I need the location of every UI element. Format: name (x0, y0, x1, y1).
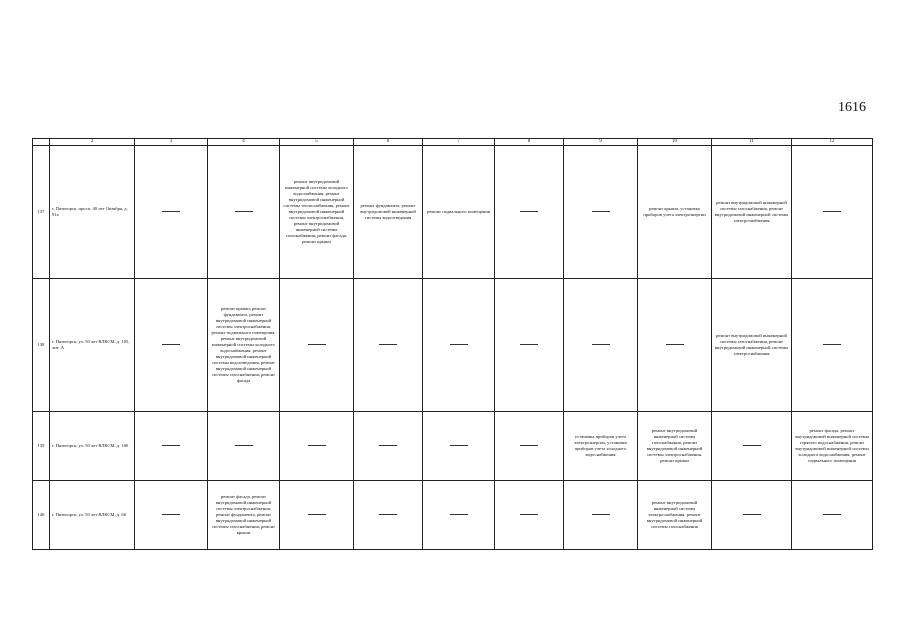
column-header: 12 (792, 139, 873, 146)
empty-cell (423, 279, 495, 412)
dash-mark (520, 445, 538, 446)
work-description-cell: ремонт подвального помещения (423, 146, 495, 279)
dash-mark (162, 344, 180, 345)
work-description-cell: ремонт внутридомовой инженерной системы газоснабжения, ремонт внутридомовой инженерной системы электроснабжения (712, 146, 792, 279)
table-row (33, 279, 873, 412)
empty-cell (354, 279, 423, 412)
column-header: 4 (208, 139, 280, 146)
empty-cell (135, 412, 208, 481)
empty-cell (792, 146, 873, 279)
work-description-cell: ремонт фундамента, ремонт внутридомовой инженерной системы водоотведения (354, 146, 423, 279)
empty-cell (135, 146, 208, 279)
empty-cell (712, 412, 792, 481)
work-description-cell: ремонт внутридомовой инженерной системы газоснабжения, ремонт внутридомовой инженерной системы электроснабжения (712, 279, 792, 412)
work-description-cell: ремонт фасада, ремонт внутридомовой инженерной системы электроснабжения, ремонт фундамента, ремонт внутридомовой инженерной системы газоснабжения, ремонт крыши (208, 481, 280, 550)
empty-cell (495, 481, 564, 550)
row-number: 140 (33, 481, 50, 550)
row-number: 139 (33, 412, 50, 481)
repair-schedule-table (32, 138, 873, 550)
work-description-cell: ремонт внутридомовой инженерной системы газоснабжения, ремонт внутридомовой инженерной системы электроснабжения, ремонт крыши (638, 412, 712, 481)
empty-cell (208, 412, 280, 481)
empty-cell (638, 279, 712, 412)
empty-cell (135, 279, 208, 412)
empty-cell (792, 279, 873, 412)
table-row (33, 146, 873, 279)
dash-mark (308, 344, 326, 345)
work-description-cell: ремонт крыши, установка приборов учета электроэнергии (638, 146, 712, 279)
dash-mark (823, 514, 841, 515)
column-header: 7 (423, 139, 495, 146)
row-number: 137 (33, 146, 50, 279)
column-header: 11 (712, 139, 792, 146)
work-description-cell: ремонт фасада, ремонт внутридомовой инженерной системы горячего водоснабжения, ремонт внутридомовой инженерной системы холодного водоснабжения, ремонт подвального помещения (792, 412, 873, 481)
dash-mark (379, 344, 397, 345)
column-header: 10 (638, 139, 712, 146)
empty-cell (354, 481, 423, 550)
empty-cell (423, 412, 495, 481)
row-number: 138 (33, 279, 50, 412)
dash-mark (592, 344, 610, 345)
dash-mark (308, 445, 326, 446)
column-header: 8 (495, 139, 564, 146)
dash-mark (592, 514, 610, 515)
column-header (33, 139, 50, 146)
address-cell: г. Пятигорск, просп. 40 лет Октября, д. 91а (50, 146, 135, 279)
empty-cell (280, 279, 354, 412)
work-description-cell: ремонт крыши, ремонт фундамента, ремонт внутридомовой инженерной системы электроснабжения, ремонт подвального помещения, ремонт внутридомовой инженерной системы холодного водоснабжения, ремонт внутридомовой инженерной системы водоотведения, ремонт внутридомовой инженерной системы газоснабжения, ремонт фасада (208, 279, 280, 412)
page-number: 1616 (838, 100, 866, 115)
address-cell: г. Пятигорск, ул. 50 лет ВЛКСМ, д. 105, лит. А (50, 279, 135, 412)
dash-mark (823, 211, 841, 212)
dash-mark (162, 211, 180, 212)
dash-mark (235, 211, 253, 212)
dash-mark (450, 514, 468, 515)
empty-cell (564, 481, 638, 550)
dash-mark (235, 445, 253, 446)
empty-cell (495, 146, 564, 279)
empty-cell (712, 481, 792, 550)
work-description-cell: установка приборов учета электроэнергии, установка приборов учета холодного водоснабжения (564, 412, 638, 481)
table-row (33, 481, 873, 550)
empty-cell (208, 146, 280, 279)
empty-cell (564, 146, 638, 279)
dash-mark (743, 514, 761, 515)
column-header: 5 (280, 139, 354, 146)
address-cell: г. Пятигорск, ул. 50 лет ВЛКСМ, д. 66 (50, 481, 135, 550)
dash-mark (592, 211, 610, 212)
dash-mark (450, 445, 468, 446)
dash-mark (520, 211, 538, 212)
work-description-cell: ремонт внутридомовой инженерной системы электроснабжения, ремонт внутридомовой инженерной системы газоснабжения (638, 481, 712, 550)
dash-mark (666, 344, 684, 345)
empty-cell (564, 279, 638, 412)
column-header: 2 (50, 139, 135, 146)
work-description-cell: ремонт внутридомовой инженерной системы холодного водоснабжения, ремонт внутридомовой инженерной системы теплоснабжения, ремонт внутридомовой инженерной системы электроснабжения, ремонт внутридомовой инженерной системы газоснабжения, ремонт фасада, ремонт крыши (280, 146, 354, 279)
dash-mark (379, 514, 397, 515)
empty-cell (495, 279, 564, 412)
column-header: 9 (564, 139, 638, 146)
dash-mark (162, 445, 180, 446)
empty-cell (495, 412, 564, 481)
dash-mark (520, 344, 538, 345)
table-row (33, 412, 873, 481)
empty-cell (792, 481, 873, 550)
empty-cell (423, 481, 495, 550)
dash-mark (450, 344, 468, 345)
column-header: 6 (354, 139, 423, 146)
empty-cell (354, 412, 423, 481)
dash-mark (520, 514, 538, 515)
dash-mark (162, 514, 180, 515)
dash-mark (308, 514, 326, 515)
empty-cell (280, 412, 354, 481)
empty-cell (135, 481, 208, 550)
dash-mark (823, 344, 841, 345)
dash-mark (379, 445, 397, 446)
dash-mark (743, 445, 761, 446)
column-header: 3 (135, 139, 208, 146)
address-cell: г. Пятигорск, ул. 50 лет ВЛКСМ, д. 160 (50, 412, 135, 481)
column-number-row (33, 139, 873, 146)
empty-cell (280, 481, 354, 550)
